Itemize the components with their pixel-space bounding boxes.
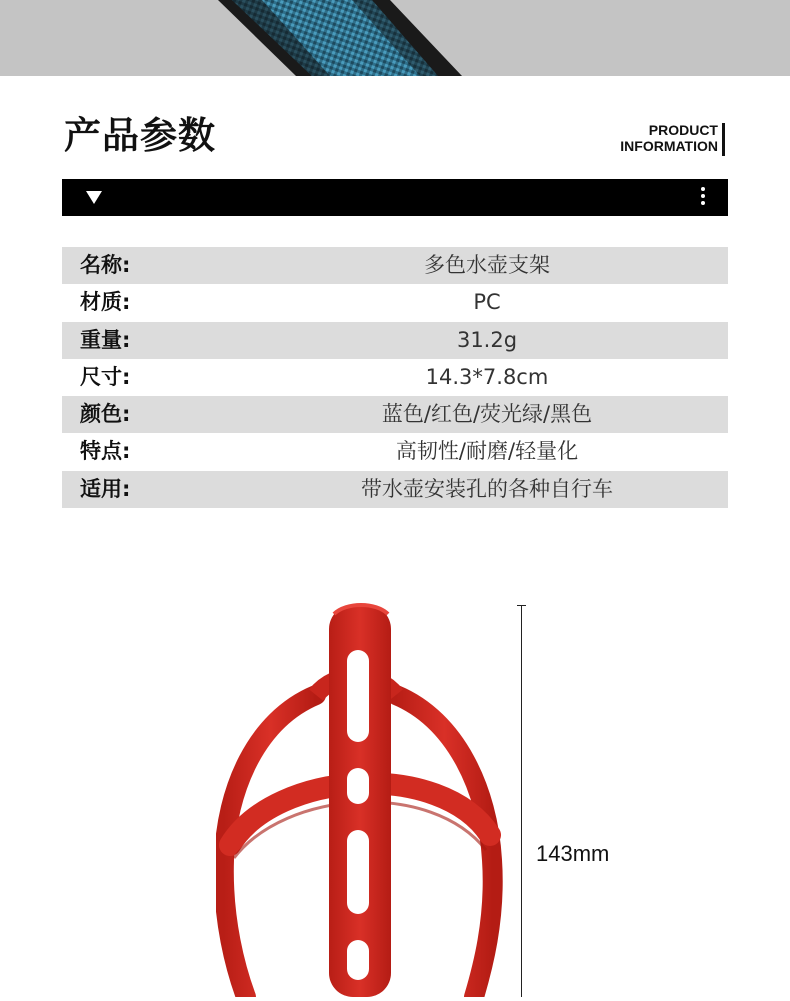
hero-image [0,0,790,76]
spec-row-name [62,247,728,284]
triangle-down-icon [86,191,102,204]
section-bar [62,179,728,216]
spec-row-material [62,284,728,321]
spec-value: PC [473,290,501,315]
spec-row-size [62,359,728,396]
spec-label: 特点: [80,439,131,464]
spec-row-weight [62,322,728,359]
spec-row-color [62,396,728,433]
carbon-tube-image [0,0,790,76]
spec-label: 材质: [80,290,131,315]
spec-value: 蓝色/红色/荧光绿/黑色 [381,402,593,427]
spec-label: 适用: [80,476,131,501]
bottle-cage-drawing [216,600,506,997]
bottle-cage-image [216,600,506,997]
dimension-label: 143mm [536,841,610,866]
dimension-line [521,606,522,997]
spec-value: 31.2g [456,327,518,352]
spec-label: 颜色: [80,402,131,427]
title-divider [722,123,725,156]
spec-label: 名称: [80,253,131,277]
page-title: 产品参数 [64,114,216,157]
spec-value: 14.3*7.8cm [425,364,549,389]
spec-row-features [62,433,728,470]
spec-value: 多色水壶支架 [424,253,550,277]
english-title-line1: PRODUCT [648,122,718,138]
spec-value: 带水壶安装孔的各种自行车 [361,476,613,501]
spec-table [62,247,728,508]
spec-value: 高韧性/耐磨/轻量化 [395,439,579,464]
spec-row-usage [62,471,728,508]
spec-label: 尺寸: [80,364,131,389]
english-title-line2: INFORMATION [620,138,718,154]
vertical-dots-icon [700,187,706,209]
spec-label: 重量: [80,327,131,352]
english-title [558,122,718,154]
